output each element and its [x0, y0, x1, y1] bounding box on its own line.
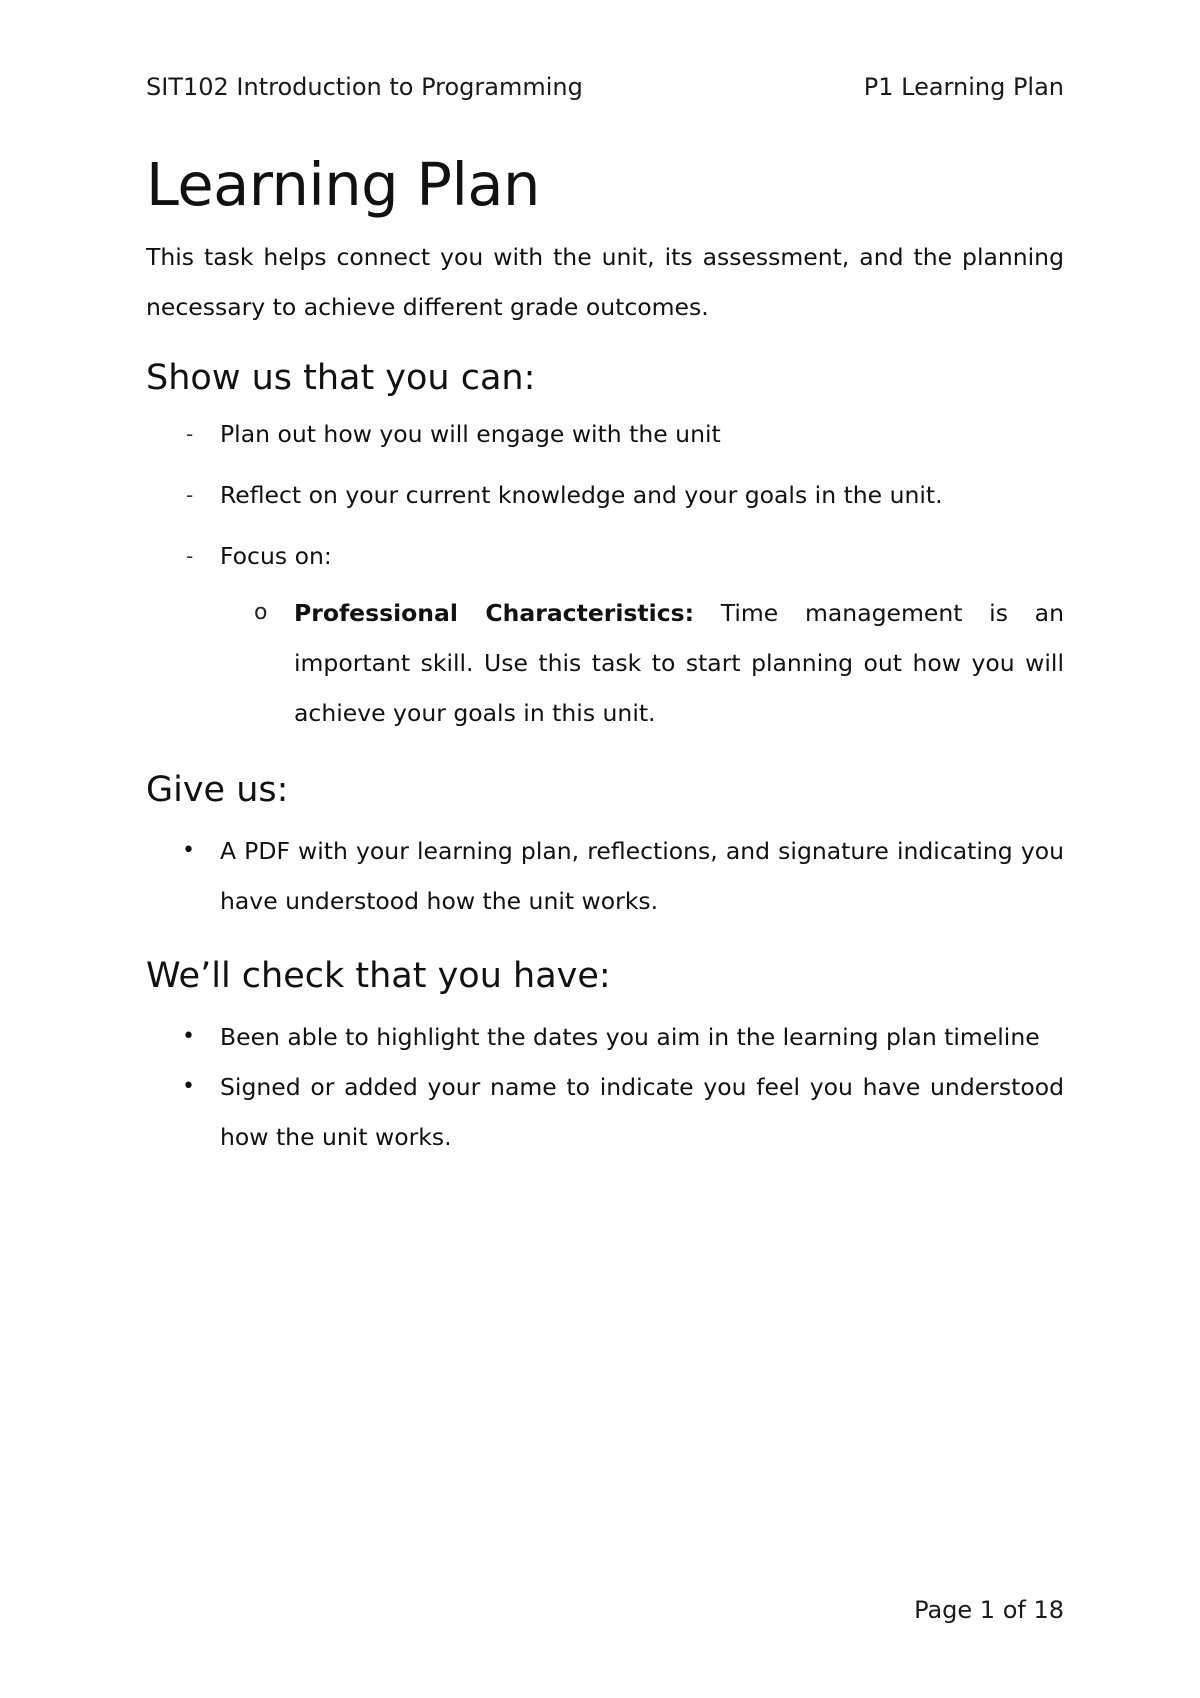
bullet-icon: • — [182, 1074, 195, 1099]
bullet-icon: • — [182, 1024, 195, 1049]
give-us-list — [146, 826, 1064, 926]
list-item-text: Plan out how you will engage with the unit — [220, 420, 721, 448]
list-item — [146, 414, 1064, 454]
sub-item-lead: Professional Characteristics: — [294, 599, 695, 627]
list-item — [146, 826, 1064, 926]
dash-bullet-icon: - — [186, 544, 194, 568]
check-heading: We’ll check that you have: — [146, 956, 611, 996]
list-item-text: Signed or added your name to indicate you feel you have understood how the unit works. — [220, 1073, 1064, 1151]
list-item — [146, 1012, 1064, 1062]
list-item-text: A PDF with your learning plan, reflections, and signature indicating you have understood how the unit works. — [220, 837, 1064, 915]
circle-bullet-icon: o — [254, 600, 268, 625]
list-item-text: Been able to highlight the dates you aim in the learning plan timeline — [220, 1023, 1040, 1051]
header-unit-name: SIT102 Introduction to Programming — [146, 73, 583, 101]
page-content — [146, 150, 1064, 1162]
give-us-heading: Give us: — [146, 770, 289, 810]
bullet-icon: • — [182, 838, 195, 863]
show-us-heading: Show us that you can: — [146, 358, 536, 398]
header-task-name: P1 Learning Plan — [863, 73, 1064, 101]
list-item-text: Focus on: — [220, 542, 332, 570]
list-item — [146, 475, 1064, 515]
dash-bullet-icon: - — [186, 422, 194, 446]
page-header — [146, 70, 1064, 104]
sub-list-item — [220, 588, 1064, 738]
page-number: Page 1 of 18 — [914, 1596, 1064, 1624]
show-us-list — [146, 414, 1064, 738]
document-title: Learning Plan — [146, 150, 540, 219]
list-item-text: Reflect on your current knowledge and your goals in the unit. — [220, 481, 943, 509]
list-item — [146, 1062, 1064, 1162]
sub-item-text: Time management is an important skill. Use this task to start planning out how you will achieve your goals in this unit. — [294, 599, 1064, 727]
intro-paragraph: This task helps connect you with the unit, its assessment, and the planning necessary to achieve different grade outcomes. — [146, 243, 1064, 321]
check-list — [146, 1012, 1064, 1162]
list-item — [146, 536, 1064, 738]
dash-bullet-icon: - — [186, 483, 194, 507]
